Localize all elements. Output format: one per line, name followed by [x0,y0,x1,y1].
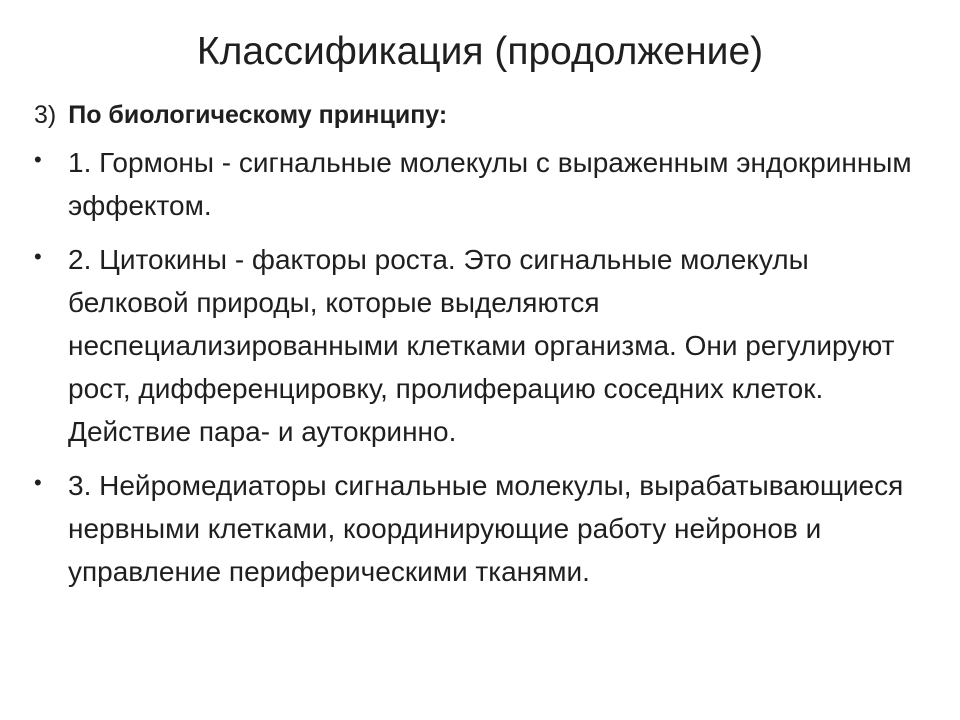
section-title: По биологическому принципу: [68,101,448,129]
bullet-icon: • [34,244,42,269]
slide-content [34,95,934,604]
bullet-item [34,464,934,593]
bullet-text: 2. Цитокины - факторы роста. Это сигнальные молекулы белковой природы, которые выделяются неспециализированными клетками организма. Они регулируют рост, дифференцировку, пролиферацию соседних клеток. Действие пара- и аутокринно. [68,244,895,447]
section-number: 3) [34,101,57,129]
bullet-text: 1. Гормоны - сигнальные молекулы с выраженным эндокринным эффектом. [68,147,912,221]
section-subheading [34,95,934,135]
bullet-list [34,141,934,593]
bullet-text: 3. Нейромедиаторы сигнальные молекулы, вырабатывающиеся нервными клетками, координирующие работу нейронов и управление периферическими тканями. [68,470,904,587]
bullet-item [34,238,934,453]
bullet-item [34,141,934,227]
bullet-icon: • [34,147,42,172]
bullet-icon: • [34,470,42,495]
slide-title: Классификация (продолжение) [196,30,764,73]
